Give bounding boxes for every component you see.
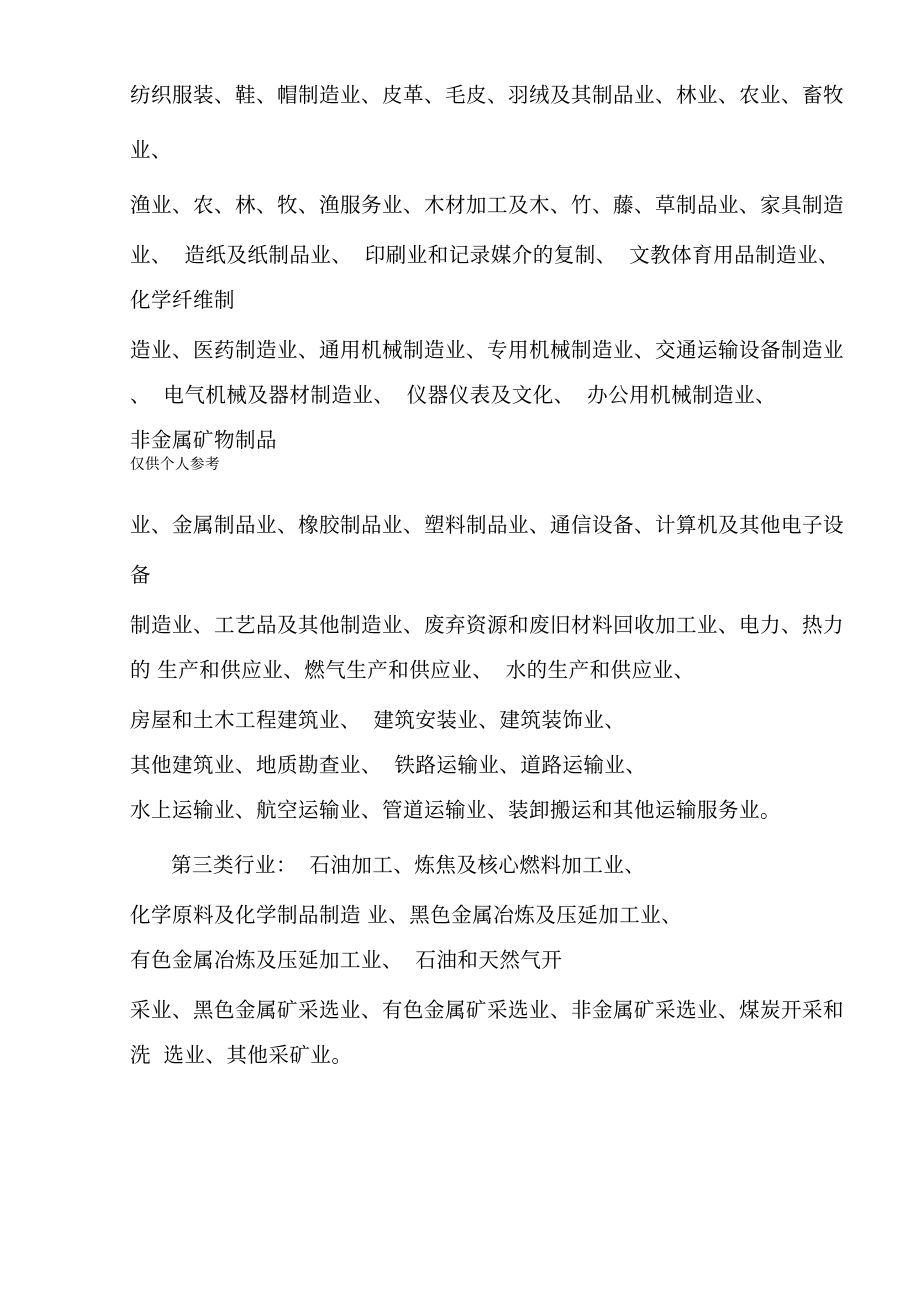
text-line: 的 生产和供应业、燃气生产和供应业、 水的生产和供应业、 (130, 659, 695, 682)
text-line: 业、 (130, 139, 172, 162)
reference-note: 仅供个人参考 (130, 457, 220, 473)
text-line: 其他建筑业、地质勘查业、 铁路运输业、道路运输业、 (130, 754, 647, 777)
text-line: 纺织服装、鞋、帽制造业、皮革、毛皮、羽绒及其制品业、林业、农业、畜牧 (130, 84, 844, 107)
text-line: 化学纤维制 (130, 289, 235, 312)
text-line: 房屋和土木工程建筑业、 建筑安装业、建筑装饰业、 (130, 709, 626, 732)
text-line: 水上运输业、航空运输业、管道运输业、装卸搬运和其他运输服务业。 (130, 799, 781, 822)
text-line: 业、金属制品业、橡胶制品业、塑料制品业、通信设备、计算机及其他电子设 (130, 514, 844, 537)
text-line: 业、 造纸及纸制品业、 印刷业和记录媒介的复制、 文教体育用品制造业、 (130, 244, 840, 267)
text-line: 渔业、农、林、牧、渔服务业、木材加工及木、竹、藤、草制品业、家具制造 (130, 194, 844, 217)
text-line: 非金属矿物制品 (130, 429, 277, 452)
text-line: 、 电气机械及器材制造业、 仪器仪表及文化、 办公用机械制造业、 (130, 384, 777, 407)
text-line-section-heading: 第三类行业： 石油加工、炼焦及核心燃料加工业、 (171, 854, 646, 877)
text-line: 有色金属冶炼及压延加工业、 石油和天然气开 (130, 949, 563, 972)
text-line: 采业、黑色金属矿采选业、有色金属矿采选业、非金属矿采选业、煤炭开采和 (130, 999, 844, 1022)
text-line: 化学原料及化学制品制造 业、黑色金属冶炼及压延加工业、 (130, 904, 683, 927)
text-line: 造业、医药制造业、通用机械制造业、专用机械制造业、交通运输设备制造业 (130, 339, 844, 362)
text-line: 制造业、工艺品及其他制造业、废弃资源和废旧材料回收加工业、电力、热力 (130, 614, 844, 637)
text-line: 洗 选业、其他采矿业。 (130, 1044, 353, 1067)
text-line: 备 (130, 564, 151, 587)
